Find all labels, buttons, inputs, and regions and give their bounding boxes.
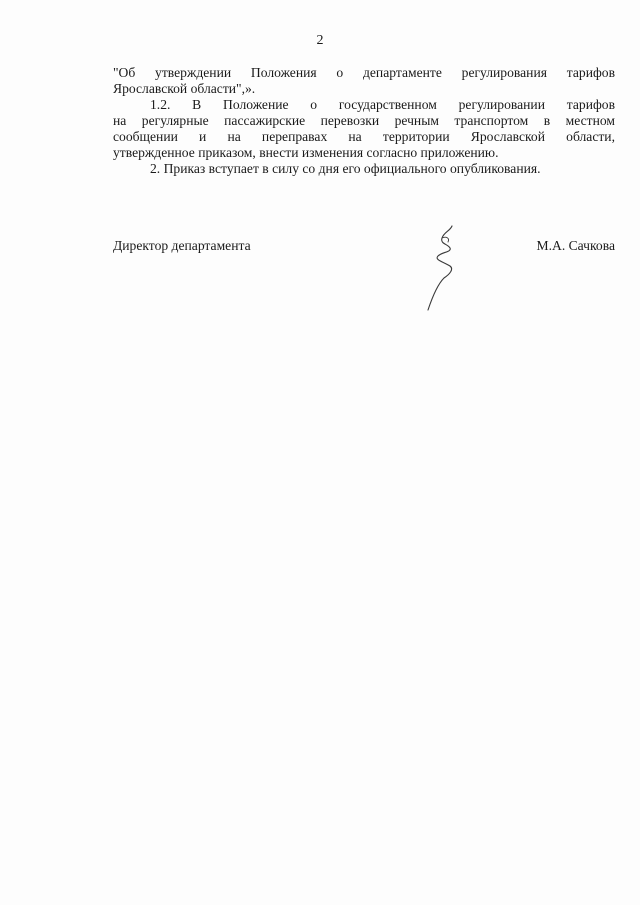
signature-block (113, 238, 615, 258)
text-line: 2. Приказ вступает в силу со дня его официального опубликования. (150, 161, 541, 176)
handwritten-signature (420, 222, 470, 314)
text-line: на регулярные пассажирские перевозки речным транспортом в местном (113, 113, 615, 128)
signatory-name: М.А. Сачкова (536, 238, 615, 253)
paragraph-item-2 (113, 161, 615, 177)
text-line: утвержденное приказом, внести изменения согласно приложению. (113, 145, 499, 160)
signatory-title: Директор департамента (113, 238, 251, 253)
paragraph-continuation (113, 65, 615, 97)
text-line: сообщении и на переправах на территории Ярославской области, (113, 129, 615, 144)
text-line: "Об утверждении Положения о департаменте регулирования тарифов (113, 65, 615, 80)
page-number: 2 (316, 33, 324, 48)
paragraph-item-1-2 (113, 97, 615, 161)
text-line: Ярославской области",». (113, 81, 256, 96)
text-line: 1.2. В Положение о государственном регулировании тарифов (150, 97, 615, 112)
document-body (113, 65, 615, 177)
